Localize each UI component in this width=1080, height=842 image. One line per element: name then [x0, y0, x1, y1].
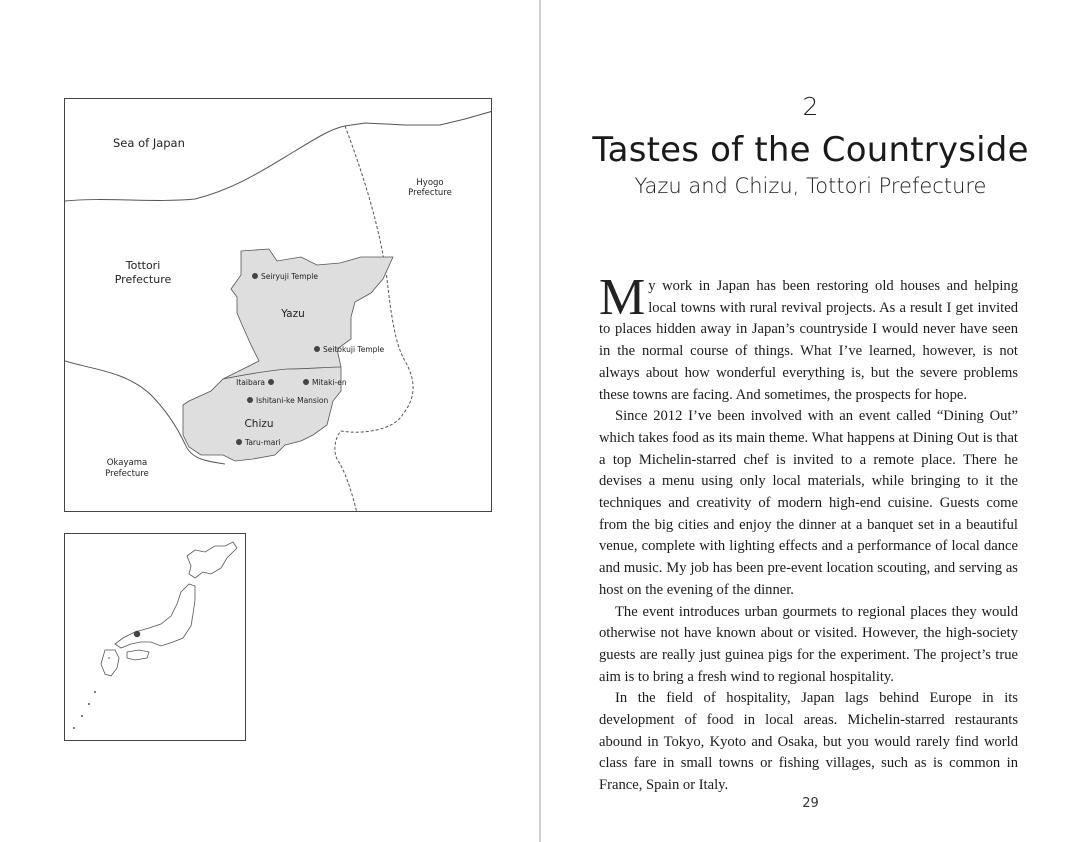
coastline-east: [345, 111, 492, 126]
taru-mari-marker: [236, 439, 242, 445]
kyushu-outline: [101, 650, 119, 676]
tottori-location-marker: [134, 631, 140, 637]
itaibara-label: Itaibara: [236, 378, 265, 387]
hyogo-label-line2: Prefecture: [408, 188, 452, 198]
sea-of-japan-label: Sea of Japan: [113, 136, 185, 150]
hokkaido-outline: [187, 542, 237, 578]
okayama-label-line2: Prefecture: [105, 469, 149, 479]
island-3: [81, 715, 83, 717]
regional-map-drawing: [65, 99, 492, 512]
seitokuji-marker: [314, 346, 320, 352]
okayama-label-line1: Okayama: [106, 458, 148, 468]
island-2: [88, 703, 90, 705]
itaibara-marker: [268, 379, 274, 385]
taru-mari-label: Taru-mari: [245, 438, 281, 447]
drop-cap: M: [599, 269, 646, 326]
seitokuji-label: Seitokuji Temple: [323, 345, 385, 354]
paragraph-2: Since 2012 I’ve been involved with an event called “Dining Out” which takes food as its main theme. What happens at Dining Out is that a top Michelin-starred chef is invited to a remote place. There he devises a menu using only local materials, while bringing to it the techniques and creativity of modern high-end cuisine. Guests come from the big cities and enjoy the dinner at a banquet set in a beautiful venue, complete with lighting effects and a performance of local dance and music. My job has been pre-event location scouting, and serving as host on the evening of the dinner.: [599, 408, 1018, 598]
paragraph-3: The event introduces urban gourmets to regional places they would otherwise not have known about or visited. However, the high-society guests are really just guinea pigs for the experiment. The project’s true aim is to bring a fresh wind to regional hospitality.: [599, 603, 1018, 685]
ishitani-label: Ishitani-ke Mansion: [256, 396, 329, 405]
honshu-outline: [115, 584, 195, 648]
seiryuji-label: Seiryuji Temple: [261, 272, 318, 281]
island-1: [94, 691, 96, 693]
page-number: 29: [802, 796, 819, 811]
ishitani-marker: [247, 397, 253, 403]
chapter-number: 2: [802, 92, 819, 121]
chizu-label: Chizu: [244, 418, 274, 430]
regional-map: [64, 98, 492, 512]
chapter-subtitle: Yazu and Chizu, Tottori Prefecture: [634, 174, 987, 198]
seiryuji-marker: [252, 273, 258, 279]
island-4: [73, 727, 75, 729]
mitaki-en-label: Mitaki-en: [312, 378, 347, 387]
tottori-label-line1: Tottori: [125, 259, 161, 272]
japan-outline-drawing: [65, 534, 246, 741]
shikoku-outline: [127, 650, 149, 660]
paragraph-1: [599, 269, 1018, 406]
tottori-label-line2: Prefecture: [114, 273, 172, 286]
mitaki-en-marker: [303, 379, 309, 385]
hyogo-label-line1: Hyogo: [416, 178, 444, 188]
chapter-body: [599, 269, 1018, 797]
japan-inset-map: [64, 533, 246, 741]
paragraph-1-text: y work in Japan has been restoring old houses and helping local towns with rural revival projects. As a result I get invited to places hidden away in Japan’s countryside I would never have seen in the normal course of things. What I’ve learned, however, is not always about how wonderful everything is, but the severe problems these towns are facing. And sometimes, the prospects for hope.: [599, 278, 1018, 403]
paragraph-4: In the field of hospitality, Japan lags behind Europe in its development of food in local areas. Michelin-starred restaurants abound in Tokyo, Kyoto and Osaka, but you would rarely find world class fare in small towns or fishing villages, such as is common in France, Spain or Italy.: [599, 690, 1018, 794]
coastline: [65, 126, 345, 201]
chapter-title: Tastes of the Countryside: [592, 130, 1029, 170]
island-5: [108, 657, 110, 659]
yazu-label: Yazu: [281, 308, 305, 320]
